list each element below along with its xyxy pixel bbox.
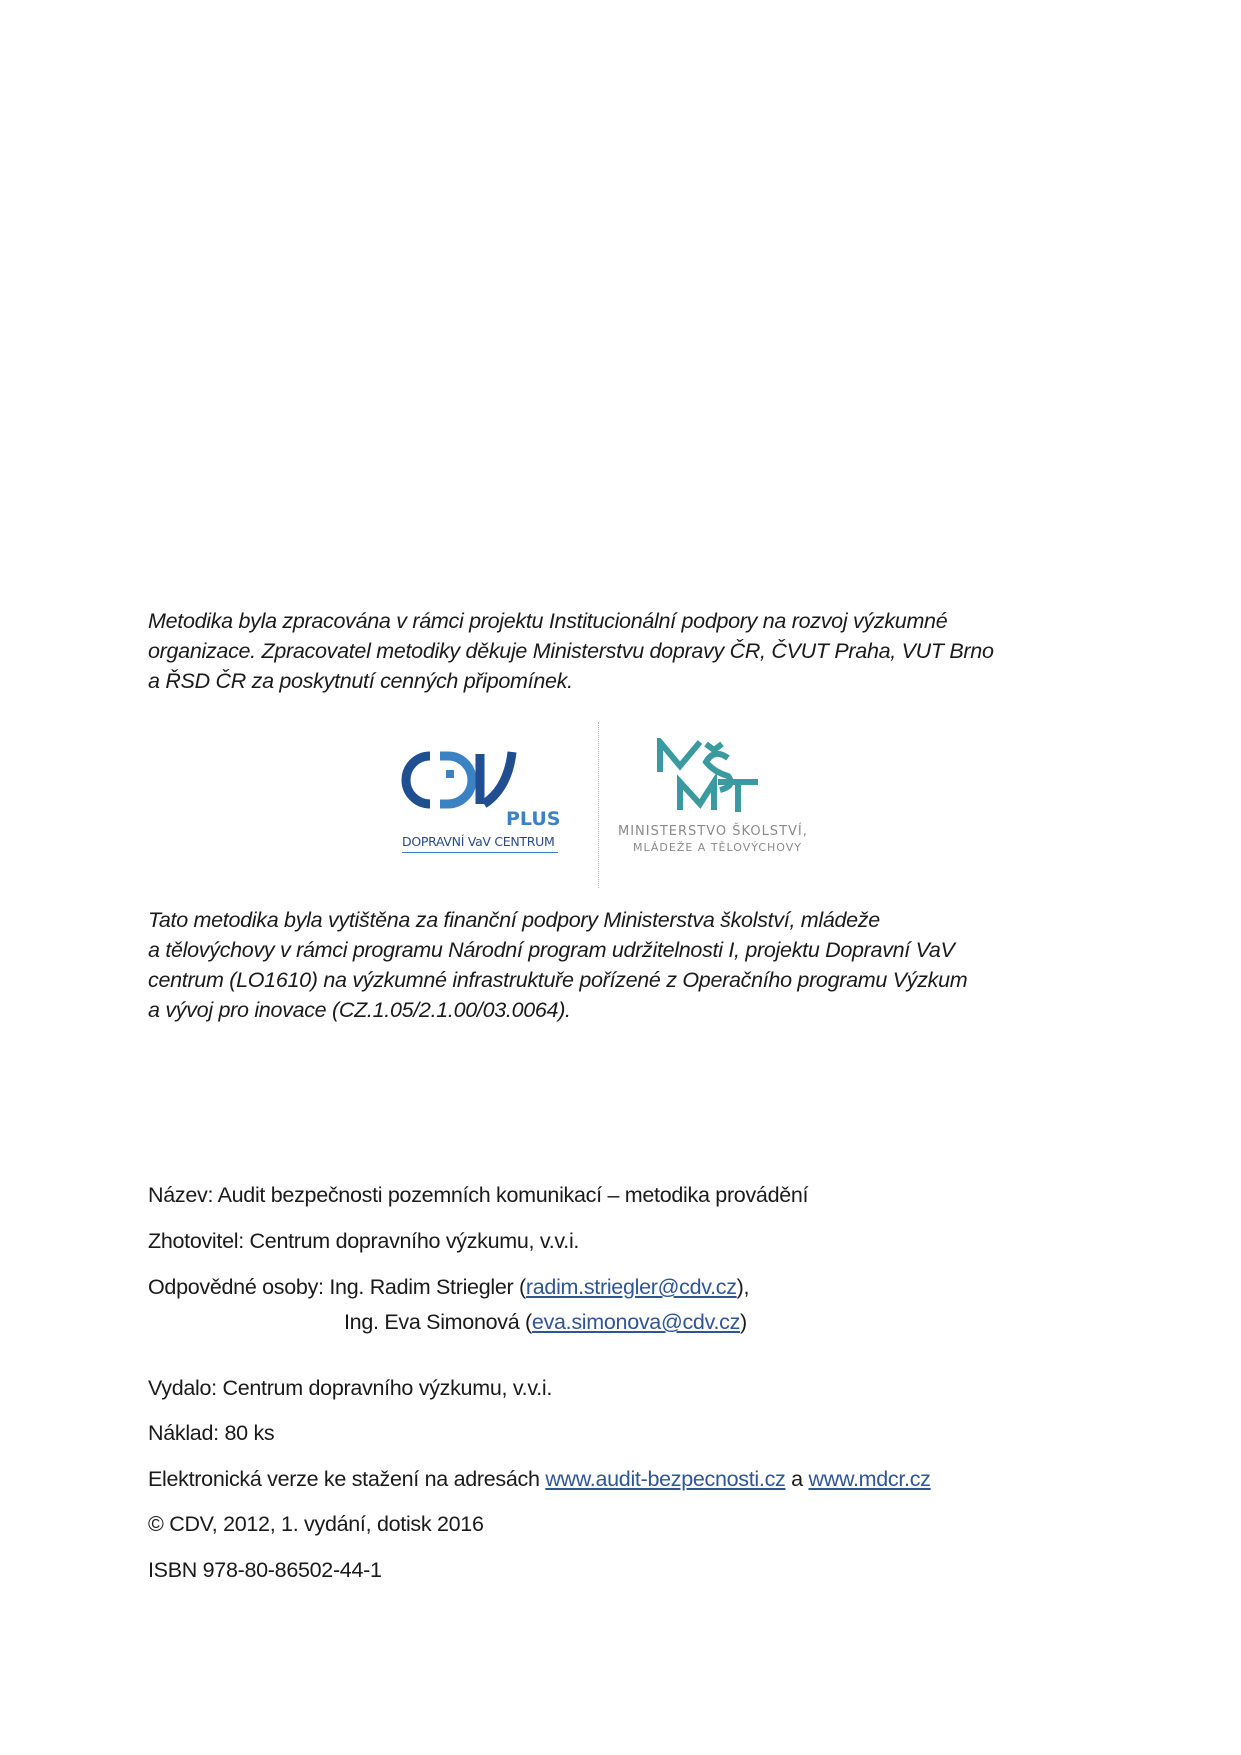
print-run-line: Náklad: 80 ks <box>148 1421 275 1445</box>
publisher-line: Vydalo: Centrum dopravního výzkumu, v.v.i. <box>148 1376 553 1400</box>
msmt-name-line2: MLÁDEŽE A TĚLOVÝCHOVY <box>633 841 802 854</box>
person1-end: ), <box>736 1275 750 1299</box>
paragraph-line: centrum (LO1610) na výzkumné infrastruktuře pořízené z Operačního programu Výzkum <box>148 968 968 992</box>
cdv-plus-text: PLUS <box>506 808 561 830</box>
person2-email-link[interactable]: eva.simonova@cdv.cz <box>531 1310 741 1334</box>
electronic-version-line <box>148 1467 931 1492</box>
electronic-mid: a <box>785 1467 809 1491</box>
paragraph-line: organizace. Zpracovatel metodiky děkuje Ministerstvu dopravy ČR, ČVUT Praha, VUT Brno <box>148 639 994 663</box>
logo-divider <box>598 722 599 888</box>
person2-end: ) <box>740 1310 747 1334</box>
paragraph-line: Metodika byla zpracována v rámci projektu Institucionální podpory na rozvoj výzkumné <box>148 609 948 633</box>
person1-email-link[interactable]: radim.striegler@cdv.cz <box>525 1275 737 1299</box>
msmt-logo <box>618 738 858 858</box>
paragraph-line: a vývoj pro inovace (CZ.1.05/2.1.00/03.0064). <box>148 998 571 1022</box>
cdv-subtitle: DOPRAVNÍ VaV CENTRUM <box>402 834 555 849</box>
copyright-line: © CDV, 2012, 1. vydání, dotisk 2016 <box>148 1512 484 1536</box>
title-line: Název: Audit bezpečnosti pozemních komunikací – metodika provádění <box>148 1183 809 1207</box>
audit-bezpecnosti-link[interactable]: www.audit-bezpecnosti.cz <box>545 1467 786 1491</box>
responsible-label: Odpovědné osoby: <box>148 1275 330 1299</box>
responsible-line-1 <box>148 1275 749 1300</box>
cdv-underline <box>402 852 558 853</box>
person1-name: Ing. Radim Striegler ( <box>329 1275 526 1299</box>
responsible-line-2 <box>344 1310 747 1335</box>
msmt-name-line1: MINISTERSTVO ŠKOLSTVÍ, <box>618 824 808 839</box>
logos-area <box>380 722 860 892</box>
msmt-logo-mark <box>654 738 774 818</box>
electronic-prefix: Elektronická verze ke stažení na adresách <box>148 1467 546 1491</box>
paragraph-line: a tělovýchovy v rámci programu Národní program udržitelnosti I, projektu Dopravní VaV <box>148 938 955 962</box>
contractor-line: Zhotovitel: Centrum dopravního výzkumu, v.v.i. <box>148 1229 580 1253</box>
funding-paragraph <box>148 905 1078 1025</box>
isbn-line: ISBN 978-80-86502-44-1 <box>148 1558 382 1582</box>
acknowledgement-paragraph <box>148 606 1078 696</box>
paragraph-line: Tato metodika byla vytištěna za finanční podpory Ministerstva školství, mládeže <box>148 908 880 932</box>
mdcr-link[interactable]: www.mdcr.cz <box>808 1467 931 1491</box>
person2-name: Ing. Eva Simonová ( <box>344 1310 532 1334</box>
cdv-logo-mark <box>400 748 520 818</box>
paragraph-line: a ŘSD ČR za poskytnutí cenných připomínek. <box>148 669 573 693</box>
cdv-plus-logo <box>400 748 570 858</box>
